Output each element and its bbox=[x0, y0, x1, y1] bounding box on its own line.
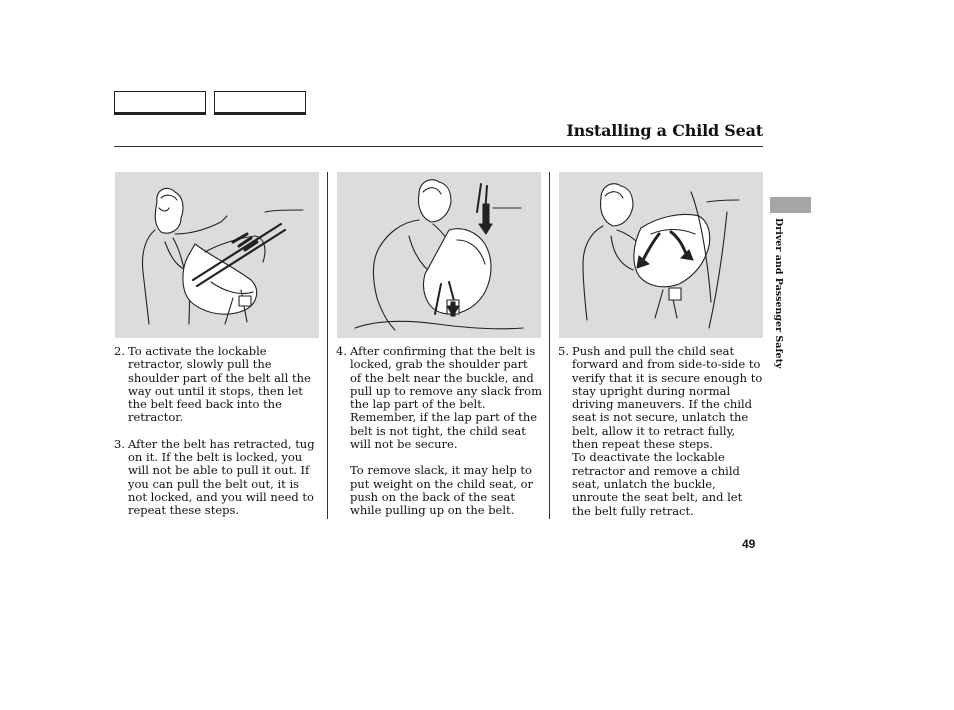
page-title: Installing a Child Seat bbox=[566, 121, 763, 140]
woman-rocking-child-seat-illustration bbox=[559, 172, 763, 338]
step-text: After the belt has retracted, tug on it. If the belt is locked, you will not be able to pull it out. If you can pull the belt out, it is not locked, and you will need to repeat these steps. bbox=[128, 436, 315, 518]
illustration-rock-seat bbox=[559, 172, 763, 338]
section-tab[interactable] bbox=[770, 197, 811, 213]
instruction-column-1 bbox=[114, 345, 320, 518]
step-text: Push and pull the child seat forward and from side-to-side to verify that it is secure enough to stay upright during normal driving maneuvers. If the child seat is not secure, unlatch the belt, allow it to retract fully, then repeat these steps. bbox=[572, 344, 763, 452]
nav-button-previous[interactable] bbox=[114, 91, 206, 115]
step-number: 5. bbox=[558, 344, 569, 358]
step-number: 3. bbox=[114, 436, 125, 451]
illustration-push-seat bbox=[337, 172, 541, 338]
illustration-pull-belt bbox=[115, 172, 319, 338]
instruction-step-5 bbox=[558, 345, 764, 451]
instruction-step-4 bbox=[336, 345, 542, 451]
woman-pulling-shoulder-belt-illustration bbox=[115, 172, 319, 338]
title-divider bbox=[114, 146, 763, 147]
step-text: After confirming that the belt is locked, grab the shoulder part of the belt near the buckle, and pull up to remove any slack from the lap part of the belt. Remember, if the lap part of the belt is not tight, the child seat will not be secure. bbox=[350, 344, 542, 452]
step-number: 4. bbox=[336, 344, 347, 358]
instruction-column-3 bbox=[558, 345, 764, 518]
step-note: To deactivate the lockable retractor and remove a child seat, unlatch the buckle, unroute the seat belt, and let the belt fully retract. bbox=[572, 450, 743, 518]
section-label: Driver and Passenger Safety bbox=[773, 218, 784, 369]
step-number: 2. bbox=[114, 344, 125, 358]
instruction-step-3 bbox=[114, 438, 320, 518]
step-note: To remove slack, it may help to put weight on the child seat, or push on the back of the seat while pulling up on the belt. bbox=[350, 463, 534, 518]
page-number: 49 bbox=[742, 537, 756, 551]
column-divider bbox=[327, 172, 328, 519]
step-text: To activate the lockable retractor, slowly pull the shoulder part of the belt all the way out until it stops, then let the belt feed back into the retractor. bbox=[128, 344, 311, 425]
instruction-step-2 bbox=[114, 345, 320, 425]
woman-pressing-child-seat-illustration bbox=[337, 172, 541, 338]
nav-button-next[interactable] bbox=[214, 91, 306, 115]
column-divider bbox=[549, 172, 550, 519]
instruction-column-2 bbox=[336, 345, 542, 518]
